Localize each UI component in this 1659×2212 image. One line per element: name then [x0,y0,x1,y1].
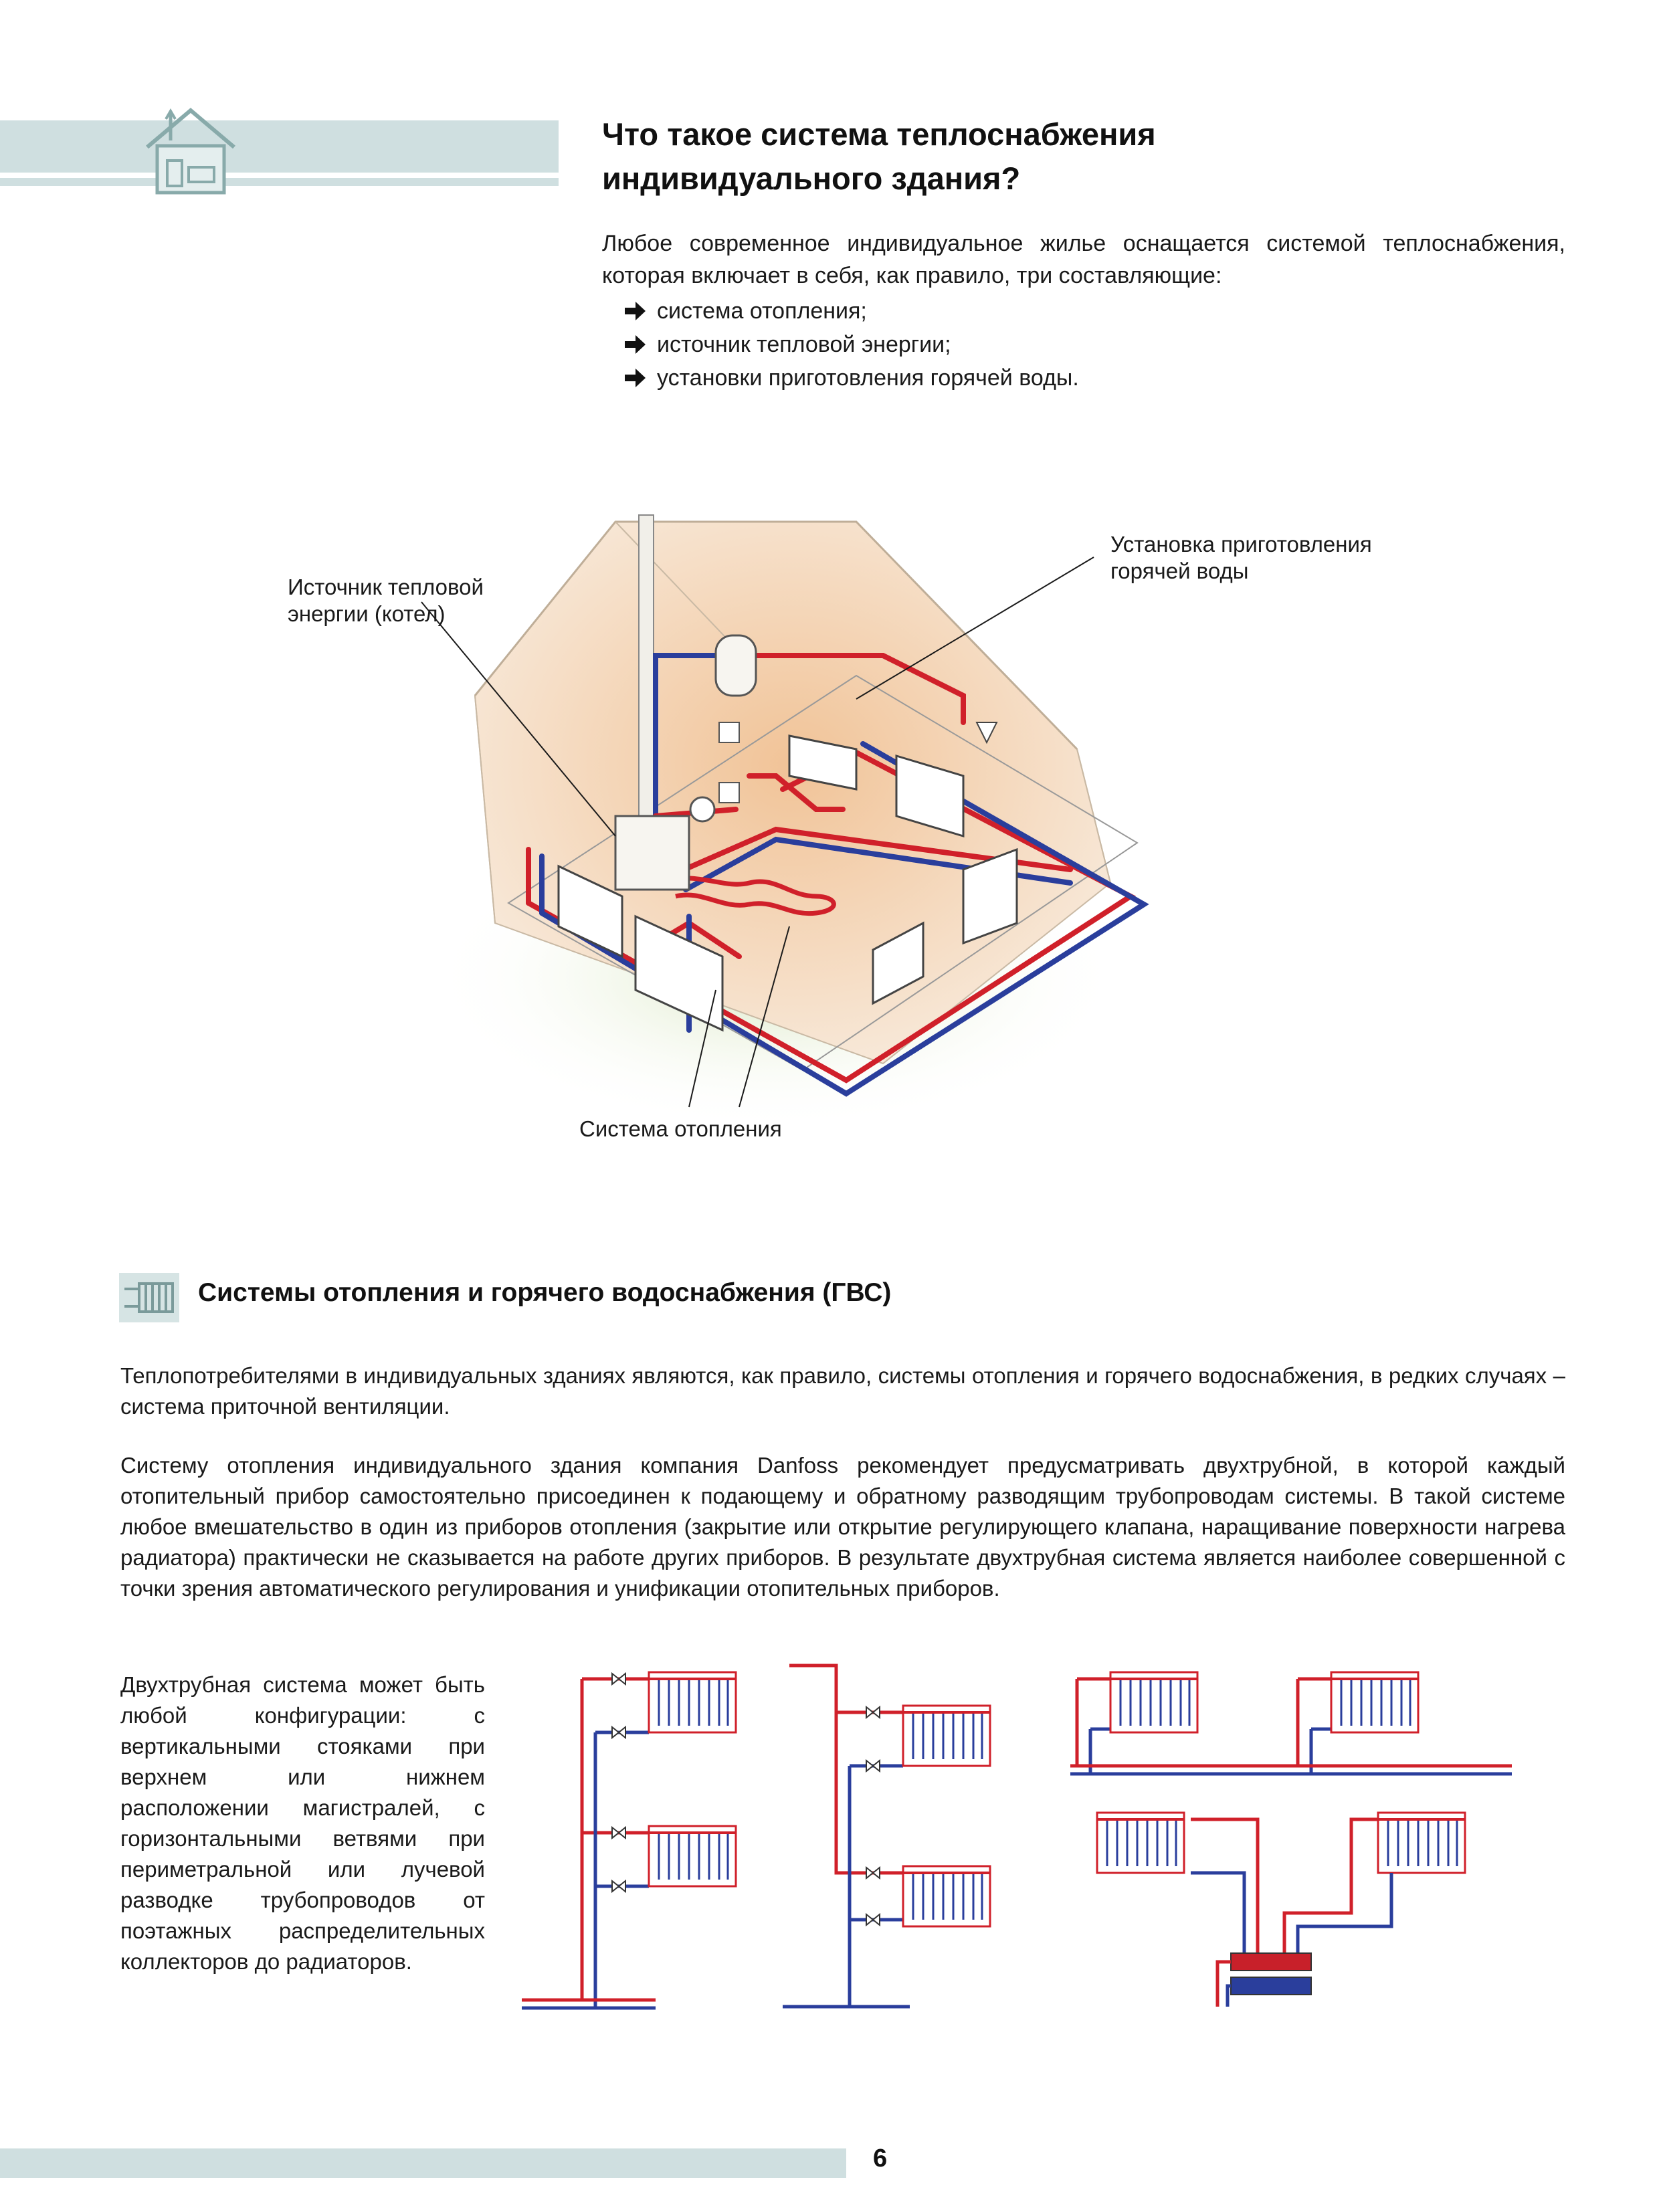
boiler-label-line-1: Источник тепловой [288,575,484,599]
water-heater [716,635,756,696]
title-line-2: индивидуального здания? [602,161,1021,196]
two-pipe-schemes-diagram [522,1659,1565,2033]
scheme-horizontal [1070,1672,1512,1774]
bullet-text: установки приготовления горячей воды. [657,365,1079,391]
scheme-vertical-lower [783,1666,990,2007]
list-item [622,361,1079,395]
header-band [0,120,559,173]
scheme-radial-manifold [1097,1813,1465,2007]
page-number: 6 [873,2144,888,2173]
bullet-text: источник тепловой энергии; [657,332,951,357]
return-manifold [1231,1977,1311,1995]
hotwater-callout [1110,531,1432,585]
boiler-label-line-2: энергии (котел) [288,601,446,626]
arrow-right-icon [622,365,648,391]
section-paragraph-3: Двухтрубная система может быть любой конфигурации: с вертикальными стояками при верхнем или нижнем расположении магистралей, с горизонтальными ветвями при периметральной или лучевой разводке трубопроводов от поэтажных распределительных коллекторов до радиаторов. [120,1672,485,1974]
hotwater-label-line-1: Установка приготовления [1110,532,1372,557]
boiler-callout [288,574,528,627]
boiler [615,816,689,890]
footer-band [0,2148,846,2178]
scheme-vertical-upper [522,1672,736,2008]
intro-paragraph: Любое современное индивидуальное жилье оснащается системой теплоснабжения, которая включает в себя, как правило, три составляющие: [602,231,1565,288]
bullet-text: система отопления; [657,298,867,324]
heating-system-callout: Система отопления [579,1116,782,1141]
section-paragraph-2: Систему отопления индивидуального здания компания Danfoss рекомендует предусматривать двухтрубной, в которой каждый отопительный прибор самостоятельно присоединен к подающему и обратному разводящим трубопроводам системы. В такой системе любое вмешательство в один из приборов отопления (закрытие или открытие регулирующего клапана, наращивание поверхности нагрева радиатора) практически не сказывается на работе других приборов. В результате двухтрубная система является наиболее совершенной с точки зрения автоматического регулирования и унификации отопительных приборов. [120,1453,1565,1601]
arrow-right-icon [622,298,648,324]
title-line-1: Что такое система теплоснабжения [602,116,1156,152]
hotwater-label-line-2: горячей воды [1110,559,1249,583]
radiator-section-icon [119,1273,179,1322]
intro-bullet-list [622,294,1079,395]
header-band-line [0,178,559,186]
section-heading: Системы отопления и горячего водоснабжения (ГВС) [198,1278,892,1307]
section-paragraph-1: Теплопотребителями в индивидуальных зданиях являются, как правило, системы отопления и горячего водоснабжения, в редких случаях – система приточной вентиляции. [120,1363,1565,1419]
list-item [622,328,1079,361]
list-item [622,294,1079,328]
arrow-right-icon [622,332,648,357]
chimney [639,515,654,836]
house-logo-icon [140,100,241,201]
page-title [602,112,1552,201]
supply-manifold [1231,1953,1311,1971]
